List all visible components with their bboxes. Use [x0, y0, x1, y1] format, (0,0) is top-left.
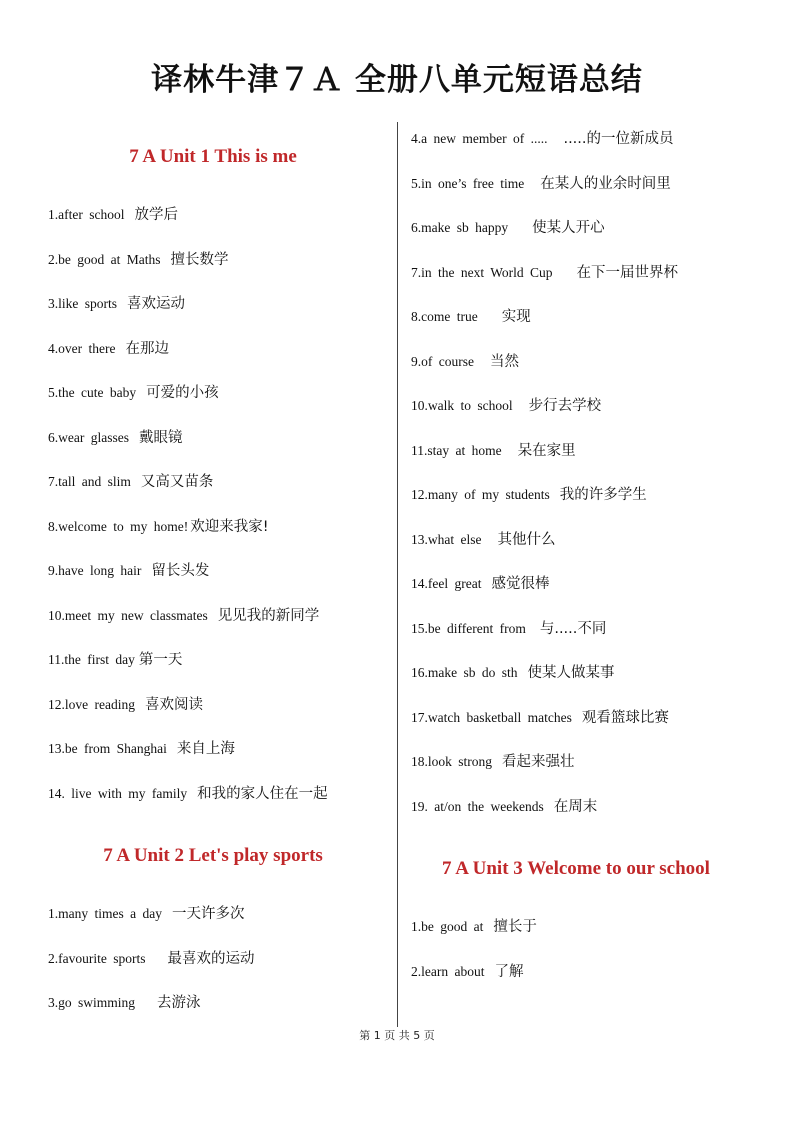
phrase-en: 10.meet my new classmates — [48, 608, 208, 623]
phrase-en: 8.come true — [411, 309, 478, 324]
phrase-en: 12.love reading — [48, 697, 135, 712]
phrase-en: 7.in the next World Cup — [411, 265, 553, 280]
phrase-item — [48, 384, 219, 402]
unit1-heading: 7 A Unit 1 This is me — [129, 146, 297, 167]
phrase-zh: 留长头发 — [151, 563, 210, 579]
phrase-item — [48, 206, 178, 224]
phrase-en: 1.many times a day — [48, 906, 162, 921]
phrase-en: 11.stay at home — [411, 443, 502, 458]
phrase-zh: .....的一位新成员 — [563, 131, 674, 147]
phrase-item — [411, 918, 537, 936]
phrase-zh: 一天许多次 — [171, 906, 245, 922]
phrase-item — [48, 950, 254, 968]
phrase-en: 18.look strong — [411, 754, 493, 769]
phrase-en: 1.be good at — [411, 919, 484, 934]
phrase-item — [48, 518, 269, 536]
phrase-item — [411, 353, 519, 371]
phrase-item — [411, 709, 669, 727]
phrase-zh: 感觉很棒 — [491, 576, 550, 592]
phrase-en: 8.welcome to my home! — [48, 519, 189, 534]
phrase-en: 17.watch basketball matches — [411, 710, 572, 725]
unit2-heading: 7 A Unit 2 Let's play sports — [103, 845, 323, 866]
phrase-item — [48, 994, 201, 1012]
phrase-zh: 和我的家人住在一起 — [197, 786, 328, 802]
phrase-en: 1.after school — [48, 207, 125, 222]
phrase-zh: 其他什么 — [497, 532, 556, 548]
phrase-zh: 在某人的业余时间里 — [540, 176, 671, 192]
phrase-zh: 最喜欢的运动 — [167, 951, 255, 967]
phrase-en: 4.over there — [48, 341, 116, 356]
phrase-zh: 擅长数学 — [170, 252, 229, 268]
phrase-en: 19. at/on the weekends — [411, 799, 544, 814]
phrase-item — [48, 562, 209, 580]
phrase-en: 5.in one’s free time — [411, 176, 525, 191]
phrase-zh: 当然 — [489, 354, 519, 370]
phrase-en: 9.of course — [411, 354, 474, 369]
phrase-zh: 实现 — [501, 309, 531, 325]
phrase-zh: 擅长于 — [493, 919, 537, 935]
phrase-item — [411, 397, 601, 415]
phrase-zh: 见见我的新同学 — [217, 608, 320, 624]
phrase-zh: 与.....不同 — [539, 621, 607, 637]
phrase-item — [48, 295, 185, 313]
page-footer: 第 1 页 共 5 页 — [359, 1029, 435, 1042]
phrase-en: 11.the first day — [48, 652, 135, 667]
phrase-zh: 放学后 — [134, 207, 178, 223]
phrase-zh: 在那边 — [125, 341, 169, 357]
phrase-item — [411, 798, 597, 816]
phrase-item — [411, 486, 647, 504]
phrase-item — [48, 607, 319, 625]
phrase-item — [411, 219, 605, 237]
phrase-zh: 看起来强壮 — [502, 754, 575, 770]
phrase-en: 6.make sb happy — [411, 220, 509, 235]
phrase-en: 12.many of my students — [411, 487, 550, 502]
phrase-item — [411, 130, 674, 148]
phrase-item — [411, 664, 615, 682]
phrase-item — [48, 785, 328, 803]
phrase-item — [48, 251, 229, 269]
phrase-en: 3.go swimming — [48, 995, 136, 1010]
phrase-zh: 使某人开心 — [532, 220, 605, 236]
phrase-zh: 呆在家里 — [517, 443, 576, 459]
phrase-en: 13.be from Shanghai — [48, 741, 167, 756]
phrase-zh: 在周末 — [553, 799, 598, 815]
phrase-zh: 戴眼镜 — [138, 430, 183, 446]
phrase-item — [48, 473, 213, 491]
phrase-en: 5.the cute baby — [48, 385, 137, 400]
phrase-item — [411, 175, 671, 193]
column-divider — [397, 122, 398, 1027]
phrase-en: 9.have long hair — [48, 563, 142, 578]
phrase-item — [48, 340, 169, 358]
phrase-zh: 又高又苗条 — [140, 474, 214, 490]
phrase-en: 2.learn about — [411, 964, 485, 979]
phrase-en: 2.favourite sports — [48, 951, 146, 966]
phrase-item — [411, 308, 531, 326]
phrase-zh: 喜欢阅读 — [144, 697, 203, 713]
phrase-item — [411, 264, 678, 282]
phrase-zh: 观看篮球比赛 — [581, 710, 669, 726]
phrase-en: 10.walk to school — [411, 398, 513, 413]
phrase-item — [48, 429, 182, 447]
phrase-item — [48, 651, 182, 669]
phrase-item — [411, 531, 555, 549]
phrase-zh: 第一天 — [138, 652, 183, 668]
phrase-item — [411, 963, 523, 981]
phrase-en: 3.like sports — [48, 296, 117, 311]
phrase-zh: 欢迎来我家! — [190, 519, 269, 535]
phrase-item — [48, 740, 235, 758]
phrase-item — [411, 575, 549, 593]
phrase-en: 16.make sb do sth — [411, 665, 518, 680]
phrase-en: 4.a new member of ..... — [411, 131, 548, 146]
phrase-zh: 了解 — [494, 964, 524, 980]
phrase-item — [411, 442, 576, 460]
phrase-item — [48, 696, 203, 714]
phrase-zh: 去游泳 — [157, 995, 201, 1011]
phrase-en: 14. live with my family — [48, 786, 188, 801]
phrase-zh: 使某人做某事 — [527, 665, 615, 681]
phrase-zh: 来自上海 — [176, 741, 235, 757]
phrase-zh: 喜欢运动 — [127, 296, 185, 312]
phrase-en: 2.be good at Maths — [48, 252, 161, 267]
page-title: 译林牛津７Ａ 全册八单元短语总结 — [151, 62, 643, 98]
phrase-item — [411, 620, 606, 638]
phrase-item — [411, 753, 575, 771]
phrase-en: 13.what else — [411, 532, 482, 547]
phrase-item — [48, 905, 244, 923]
phrase-en: 6.wear glasses — [48, 430, 129, 445]
phrase-zh: 在下一届世界杯 — [576, 265, 679, 281]
phrase-zh: 可爱的小孩 — [146, 385, 219, 401]
unit3-heading: 7 A Unit 3 Welcome to our school — [442, 858, 710, 879]
phrase-en: 15.be different from — [411, 621, 526, 636]
phrase-en: 14.feel great — [411, 576, 482, 591]
phrase-en: 7.tall and slim — [48, 474, 131, 489]
phrase-zh: 步行去学校 — [528, 398, 602, 414]
phrase-zh: 我的许多学生 — [559, 487, 647, 503]
